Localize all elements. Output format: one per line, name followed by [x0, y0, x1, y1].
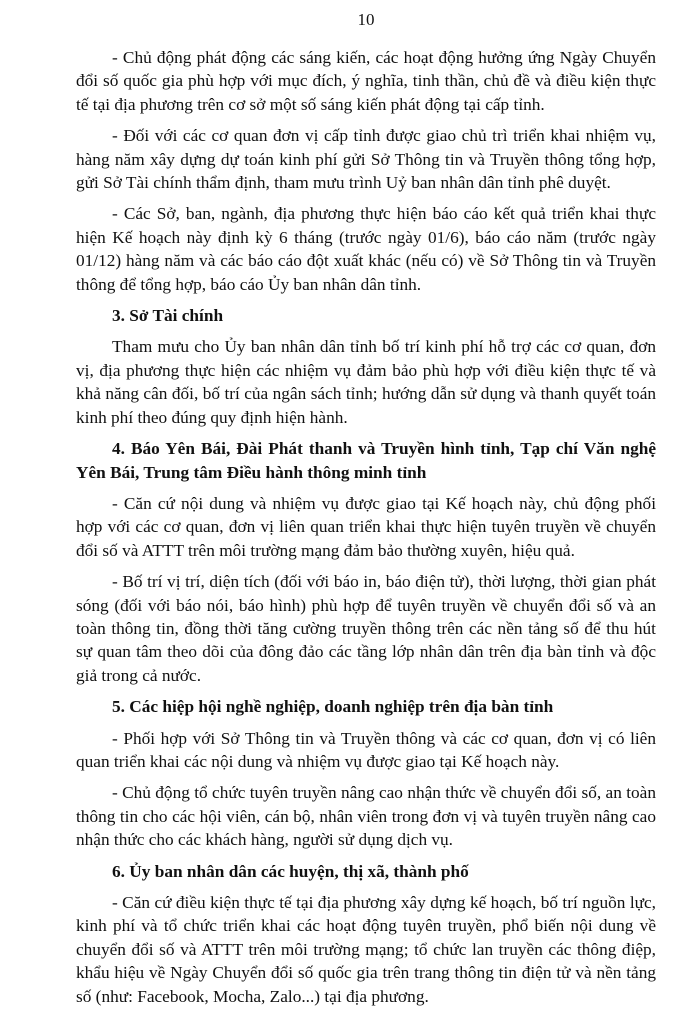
page-number: 10	[357, 10, 375, 29]
paragraph: - Chủ động tổ chức tuyên truyền nâng cao nhận thức về chuyển đổi số, an toàn thông tin cho các hội viên, cán bộ, nhân viên trong đơn vị và tuyên truyền nâng cao nhận thức cho các khách hàng, người sử dụng dịch vụ.	[76, 783, 656, 850]
paragraph: Tham mưu cho Ủy ban nhân dân tỉnh bố trí kinh phí hỗ trợ các cơ quan, đơn vị, địa phương thực hiện các nhiệm vụ đảm bảo phù hợp với điều kiện thực tế và khả năng cân đối, bố trí của ngân sách tỉnh; hướng dẫn sử dụng và thanh quyết toán kinh phí theo đúng quy định hiện hành.	[76, 337, 656, 427]
section-heading: 3. Sở Tài chính	[112, 306, 224, 326]
paragraph: - Bố trí vị trí, diện tích (đối với báo in, báo điện tử), thời lượng, thời gian phát sóng (đối với báo nói, báo hình) phù hợp để tuyên truyền về chuyển đổi số và an toàn thông tin, đồng thời tăng cường truyền thông trên các nền tảng số để thu hút sự quan tâm theo dõi của đông đảo các tầng lớp nhân dân trên địa bàn tỉnh và độc giả trong cả nước.	[76, 572, 656, 685]
section-heading: 4. Báo Yên Bái, Đài Phát thanh và Truyền hình tỉnh, Tạp chí Văn nghệ Yên Bái, Trung tâm Điều hành thông minh tỉnh	[76, 439, 656, 482]
paragraph: - Đối với các cơ quan đơn vị cấp tỉnh được giao chủ trì triển khai nhiệm vụ, hàng năm xây dựng dự toán kinh phí gửi Sở Thông tin và Truyền thông tổng hợp, gửi Sở Tài chính thẩm định, tham mưu trình Uỷ ban nhân dân tỉnh phê duyệt.	[76, 126, 656, 193]
section-heading: 6. Ủy ban nhân dân các huyện, thị xã, thành phố	[112, 861, 469, 881]
paragraph: - Căn cứ điều kiện thực tế tại địa phương xây dựng kế hoạch, bố trí nguồn lực, kinh phí và tổ chức triển khai các hoạt động tuyên truyền, phổ biến nội dung về chuyển đổi số và ATTT trên môi trường mạng; tổ chức lan truyền các thông điệp, khẩu hiệu về Ngày Chuyển đổi số quốc gia trên trang thông tin điện tử và nền tảng số (như: Facebook, Mocha, Zalo...) tại địa phương.	[76, 893, 656, 1006]
document-body	[76, 46, 656, 1008]
section-heading: 5. Các hiệp hội nghề nghiệp, doanh nghiệp trên địa bàn tỉnh	[112, 697, 554, 717]
paragraph: - Căn cứ nội dung và nhiệm vụ được giao tại Kế hoạch này, chủ động phối hợp với các cơ quan, đơn vị liên quan triển khai thực hiện tuyên truyền về chuyển đổi số và ATTT trên môi trường mạng đảm bảo thường xuyên, hiệu quả.	[76, 493, 656, 560]
paragraph: - Phối hợp với Sở Thông tin và Truyền thông và các cơ quan, đơn vị có liên quan triển khai các nội dung và nhiệm vụ được giao tại Kế hoạch này.	[76, 728, 656, 771]
paragraph: - Các Sở, ban, ngành, địa phương thực hiện báo cáo kết quả triển khai thực hiện Kế hoạch này định kỳ 6 tháng (trước ngày 01/6), báo cáo năm (trước ngày 01/12) hàng năm và các báo cáo đột xuất khác (nếu có) về Sở Thông tin và Truyền thông để tổng hợp, báo cáo Ủy ban nhân dân tỉnh.	[76, 204, 656, 294]
paragraph: - Chủ động phát động các sáng kiến, các hoạt động hưởng ứng Ngày Chuyển đổi số quốc gia phù hợp với mục đích, ý nghĩa, tinh thần, chủ đề và điều kiện thực tế tại địa phương trên cơ sở một số sáng kiến phát động tại cấp tỉnh.	[76, 48, 656, 114]
